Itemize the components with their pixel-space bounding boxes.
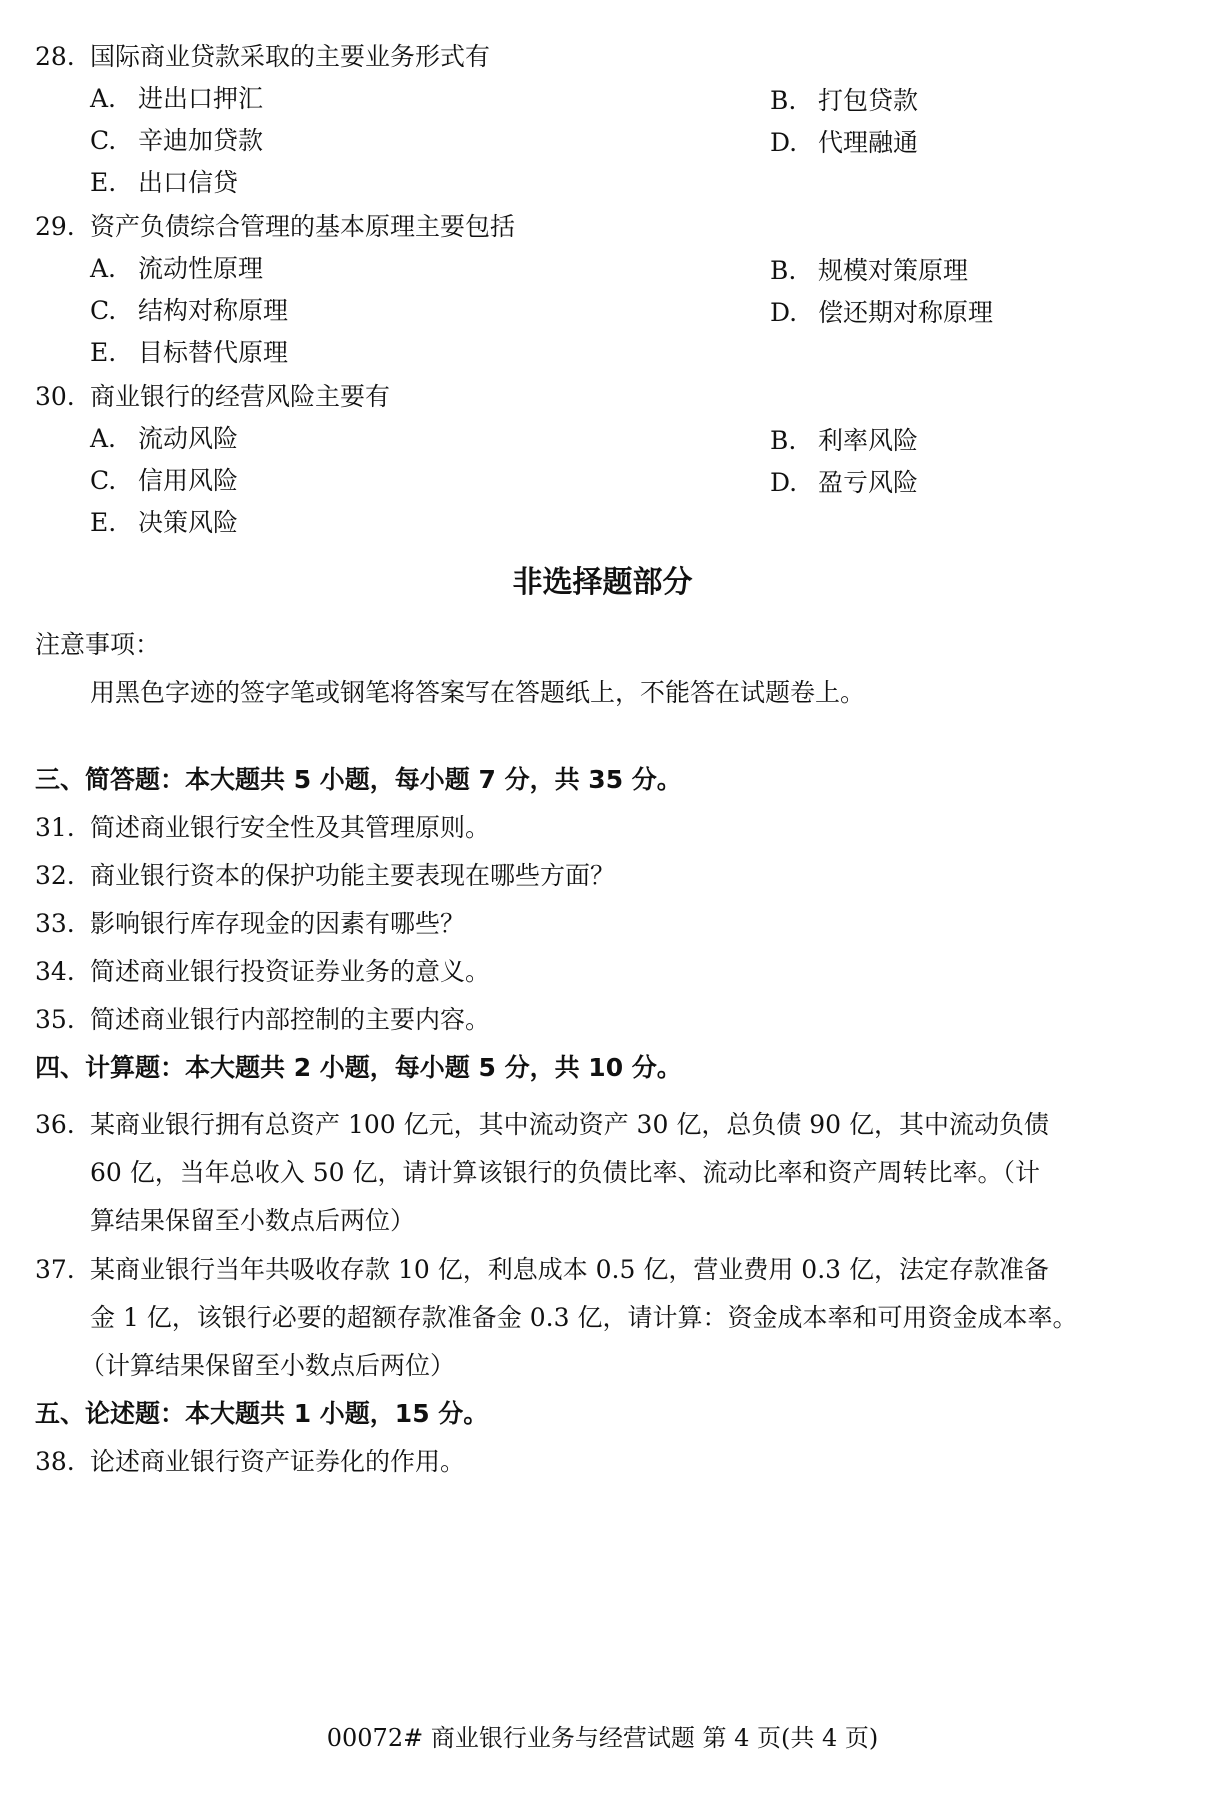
option-b	[770, 256, 968, 286]
question-35	[35, 1005, 490, 1035]
option-text: 进出口押汇	[138, 84, 264, 113]
question-29	[35, 212, 515, 242]
option-label: B.	[770, 256, 797, 285]
option-label: E.	[90, 508, 117, 537]
option-text: 目标替代原理	[138, 338, 289, 367]
question-31	[35, 813, 490, 843]
question-text: 资产负债综合管理的基本原理主要包括	[90, 212, 516, 241]
option-a	[90, 254, 263, 284]
option-text: 结构对称原理	[138, 296, 289, 325]
option-a	[90, 424, 238, 454]
option-text: 利率风险	[818, 426, 919, 455]
question-number: 32.	[35, 861, 75, 890]
question-number: 35.	[35, 1005, 75, 1034]
question-37-line-2: 金 1 亿，该银行必要的超额存款准备金 0.3 亿，请计算：资金成本率和可用资金成本率。	[90, 1303, 1078, 1332]
page-footer: 00072# 商业银行业务与经营试题 第 4 页(共 4 页)	[326, 1724, 879, 1752]
option-label: E.	[90, 168, 117, 197]
option-label: E.	[90, 338, 117, 367]
option-b	[770, 86, 918, 116]
question-36-line-3: 算结果保留至小数点后两位）	[90, 1206, 416, 1235]
option-label: C.	[90, 466, 117, 495]
question-30	[35, 382, 390, 412]
question-36	[35, 1110, 1049, 1140]
notice-heading: 注意事项：	[35, 630, 161, 659]
question-text: 影响银行库存现金的因素有哪些？	[90, 909, 466, 938]
option-e	[90, 508, 238, 538]
question-text: 简述商业银行内部控制的主要内容。	[90, 1005, 491, 1034]
section-title: 非选择题部分	[512, 565, 693, 600]
question-text: 简述商业银行投资证券业务的意义。	[90, 957, 491, 986]
option-label: C.	[90, 296, 117, 325]
question-text: 简述商业银行安全性及其管理原则。	[90, 813, 491, 842]
question-number: 33.	[35, 909, 75, 938]
option-c	[90, 126, 263, 156]
option-text: 出口信贷	[138, 168, 239, 197]
question-text-line: 某商业银行拥有总资产 100 亿元，其中流动资产 30 亿，总负债 90 亿，其中流动负债	[90, 1110, 1050, 1139]
option-c	[90, 296, 288, 326]
question-number: 29.	[35, 212, 75, 241]
question-number: 30.	[35, 382, 75, 411]
option-text: 辛迪加贷款	[138, 126, 264, 155]
option-a	[90, 84, 263, 114]
option-label: D.	[770, 468, 798, 497]
question-33	[35, 909, 465, 939]
question-32	[35, 861, 615, 891]
question-text: 国际商业贷款采取的主要业务形式有	[90, 42, 491, 71]
option-label: D.	[770, 128, 798, 157]
question-37-line-3: （计算结果保留至小数点后两位）	[80, 1351, 456, 1380]
question-28	[35, 42, 490, 72]
option-c	[90, 466, 238, 496]
question-text: 论述商业银行资产证券化的作用。	[90, 1447, 466, 1476]
option-d	[770, 468, 918, 498]
option-label: C.	[90, 126, 117, 155]
option-label: A.	[90, 424, 117, 453]
question-number: 37.	[35, 1255, 75, 1284]
option-label: B.	[770, 426, 797, 455]
option-b	[770, 426, 918, 456]
question-number: 38.	[35, 1447, 75, 1476]
option-d	[770, 128, 918, 158]
question-36-line-2: 60 亿，当年总收入 50 亿，请计算该银行的负债比率、流动比率和资产周转比率。（计	[90, 1158, 1040, 1187]
option-text: 代理融通	[818, 128, 919, 157]
question-number: 31.	[35, 813, 75, 842]
option-label: A.	[90, 254, 117, 283]
notice-text: 用黑色字迹的签字笔或钢笔将答案写在答题纸上，不能答在试题卷上。	[90, 678, 866, 707]
option-label: D.	[770, 298, 798, 327]
question-38	[35, 1447, 465, 1477]
option-label: B.	[770, 86, 797, 115]
question-number: 34.	[35, 957, 75, 986]
option-text: 流动风险	[138, 424, 239, 453]
question-text-line: 某商业银行当年共吸收存款 10 亿，利息成本 0.5 亿，营业费用 0.3 亿，法定存款准备	[90, 1255, 1050, 1284]
option-text: 决策风险	[138, 508, 239, 537]
question-text: 商业银行资本的保护功能主要表现在哪些方面？	[90, 861, 616, 890]
question-number: 28.	[35, 42, 75, 71]
option-e	[90, 338, 288, 368]
option-d	[770, 298, 993, 328]
option-text: 规模对策原理	[818, 256, 969, 285]
option-text: 盈亏风险	[818, 468, 919, 497]
option-e	[90, 168, 238, 198]
option-label: A.	[90, 84, 117, 113]
question-text: 商业银行的经营风险主要有	[90, 382, 391, 411]
option-text: 打包贷款	[818, 86, 919, 115]
section-3-heading: 三、简答题：本大题共 5 小题，每小题 7 分，共 35 分。	[35, 765, 682, 794]
question-number: 36.	[35, 1110, 75, 1139]
section-4-heading: 四、计算题：本大题共 2 小题，每小题 5 分，共 10 分。	[35, 1053, 682, 1082]
question-37	[35, 1255, 1049, 1285]
question-34	[35, 957, 490, 987]
option-text: 流动性原理	[138, 254, 264, 283]
section-5-heading: 五、论述题：本大题共 1 小题，15 分。	[35, 1399, 489, 1428]
option-text: 偿还期对称原理	[818, 298, 994, 327]
option-text: 信用风险	[138, 466, 239, 495]
